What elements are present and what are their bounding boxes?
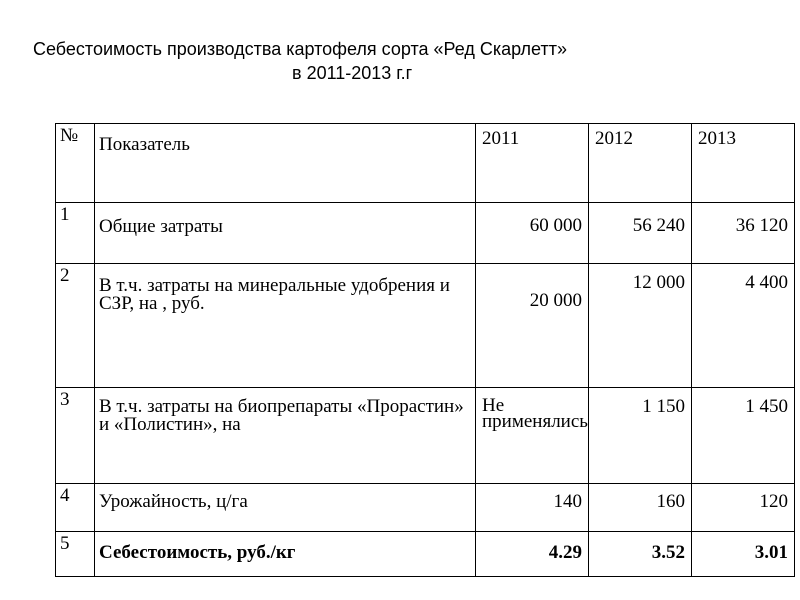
title-line-2: в 2011-2013 г.г bbox=[292, 63, 413, 83]
table-row bbox=[56, 203, 795, 264]
cell-value: 20 000 bbox=[476, 264, 589, 388]
cell-value: 4 400 bbox=[691, 264, 794, 388]
header-year-2011: 2011 bbox=[476, 124, 589, 203]
cell-value: 60 000 bbox=[476, 203, 589, 264]
table-row bbox=[56, 484, 795, 532]
cell-value: 36 120 bbox=[691, 203, 794, 264]
header-year-2012: 2012 bbox=[588, 124, 691, 203]
cell-value: 1 450 bbox=[691, 388, 794, 484]
row-num: 1 bbox=[56, 203, 95, 264]
row-indicator: В т.ч. затраты на биопрепараты «Прорастин» и «Полистин», на bbox=[95, 388, 476, 484]
row-num: 2 bbox=[56, 264, 95, 388]
cell-value: 140 bbox=[476, 484, 589, 532]
row-indicator: Себестоимость, руб./кг bbox=[95, 532, 476, 577]
cell-value: 3.01 bbox=[691, 532, 794, 577]
header-indicator: Показатель bbox=[95, 124, 476, 203]
cell-value: 12 000 bbox=[588, 264, 691, 388]
cell-value: 120 bbox=[691, 484, 794, 532]
cell-value: 56 240 bbox=[588, 203, 691, 264]
cell-value: 3.52 bbox=[588, 532, 691, 577]
row-num: 5 bbox=[56, 532, 95, 577]
cell-value: Не применялись bbox=[476, 388, 589, 484]
table-row bbox=[56, 264, 795, 388]
row-indicator: В т.ч. затраты на минеральные удобрения и СЗР, на , руб. bbox=[95, 264, 476, 388]
cell-value: 4.29 bbox=[476, 532, 589, 577]
header-year-2013: 2013 bbox=[691, 124, 794, 203]
header-num: № bbox=[56, 124, 95, 203]
row-num: 3 bbox=[56, 388, 95, 484]
table-header-row bbox=[56, 124, 795, 203]
cost-table bbox=[55, 123, 795, 577]
row-indicator: Общие затраты bbox=[95, 203, 476, 264]
table-row bbox=[56, 532, 795, 577]
cell-value: 1 150 bbox=[588, 388, 691, 484]
row-num: 4 bbox=[56, 484, 95, 532]
row-indicator: Урожайность, ц/га bbox=[95, 484, 476, 532]
cell-value: 160 bbox=[588, 484, 691, 532]
title-line-1: Себестоимость производства картофеля сорта «Ред Скарлетт» bbox=[33, 39, 567, 59]
table-row bbox=[56, 388, 795, 484]
